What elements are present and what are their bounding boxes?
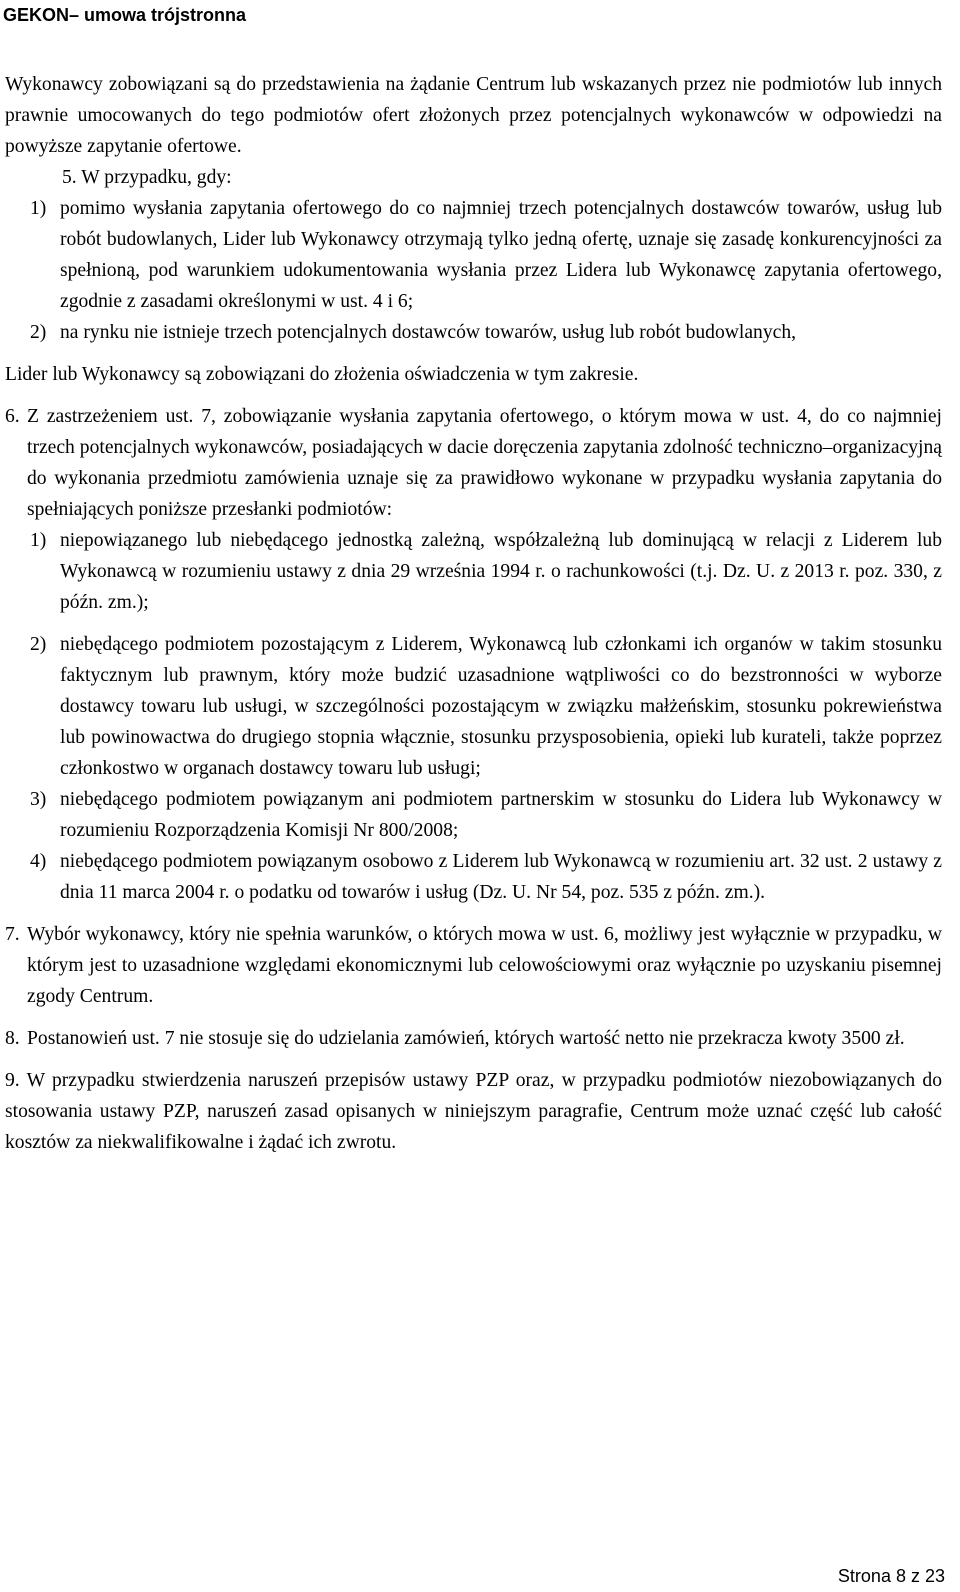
item-text: niebędącego podmiotem pozostającym z Liderem, Wykonawcą lub członkami ich organów w takim stosunku faktycznym lub prawnym, który może budzić uzasadnione wątpliwości co do bezstronności w wyborze dostawcy towaru lub usługi, w szczególności pozostającym w związku małżeńskim, stosunku pokrewieństwa lub powinowactwa do drugiego stopnia włącznie, stosunku przysposobienia, opieki lub kurateli, także poprzez członkostwo w organach dostawcy towaru lub usługi;: [60, 634, 942, 779]
item-number: 3): [30, 789, 47, 810]
item-text: pomimo wysłania zapytania ofertowego do co najmniej trzech potencjalnych dostawców towarów, usług lub robót budowlanych, Lider lub Wykonawcy otrzymają tylko jedną ofertę, uznaje się zasadę konkurencyjności za spełnioną, pod warunkiem udokumentowania wysłania przez Lidera lub Wykonawcę zapytania ofertowego, zgodnie z zasadami określonymi w ust. 4 i 6;: [60, 198, 942, 312]
paragraph-8: [5, 1023, 942, 1054]
paragraph-text: Wybór wykonawcy, który nie spełnia warunków, o których mowa w ust. 6, możliwy jest wyłącznie w przypadku, w którym jest to uzasadnione względami ekonomicznymi lub celowościowymi oraz wyłącznie po uzyskaniu pisemnej zgody Centrum.: [27, 924, 942, 1007]
paragraph-6: [5, 401, 942, 525]
document-body: [5, 69, 942, 1158]
paragraph-6-item-1: [5, 525, 942, 618]
item-text: niepowiązanego lub niebędącego jednostką zależną, współzależną lub dominującą w relacji z Liderem lub Wykonawcą w rozumieniu ustawy z dnia 29 września 1994 r. o rachunkowości (t.j. Dz. U. z 2013 r. poz. 330, z późn. zm.);: [60, 530, 942, 613]
paragraph-number: 6.: [5, 406, 20, 427]
paragraph-text: Z zastrzeżeniem ust. 7, zobowiązanie wysłania zapytania ofertowego, o którym mowa w ust. 4, do co najmniej trzech potencjalnych wykonawców, posiadających w dacie doręczenia zapytania zdolność techniczno–organizacyjną do wykonania przedmiotu zamówienia uznaje się za prawidłowo wykonane w przypadku wysłania zapytania do spełniających poniższe przesłanki podmiotów:: [27, 406, 942, 520]
paragraph-5-lead-text: W przypadku, gdy:: [81, 167, 232, 188]
paragraph-6-item-3: [5, 784, 942, 846]
item-text: niebędącego podmiotem powiązanym osobowo z Liderem lub Wykonawcą w rozumieniu art. 32 ust. 2 ustawy z dnia 11 marca 2004 r. o podatku od towarów i usług (Dz. U. Nr 54, poz. 535 z późn. zm.).: [60, 851, 942, 903]
paragraph-5-lead: [5, 162, 942, 193]
paragraph-5-item-1: [5, 193, 942, 317]
paragraph-6-item-2: [5, 629, 942, 784]
item-text: niebędącego podmiotem powiązanym ani podmiotem partnerskim w stosunku do Lidera lub Wykonawcy w rozumieniu Rozporządzenia Komisji Nr 800/2008;: [60, 789, 942, 841]
paragraph-7: [5, 919, 942, 1012]
paragraph-number: 9.: [5, 1070, 20, 1091]
paragraph-5-closing: Lider lub Wykonawcy są zobowiązani do złożenia oświadczenia w tym zakresie.: [5, 364, 639, 385]
item-text: na rynku nie istnieje trzech potencjalnych dostawców towarów, usług lub robót budowlanych,: [60, 322, 797, 343]
item-number: 1): [30, 198, 47, 219]
paragraph-number: 7.: [5, 924, 20, 945]
document-header-title: GEKON– umowa trójstronna: [3, 5, 247, 25]
paragraph-5-item-2: [5, 317, 942, 348]
paragraph-intro: Wykonawcy zobowiązani są do przedstawienia na żądanie Centrum lub wskazanych przez nie podmiotów lub innych prawnie umocowanych do tego podmiotów ofert złożonych przez potencjalnych wykonawców w odpowiedzi na powyższe zapytanie ofertowe.: [5, 74, 942, 157]
item-number: 1): [30, 530, 47, 551]
paragraph-9: [5, 1065, 942, 1158]
item-number: 2): [30, 634, 47, 655]
paragraph-6-item-4: [5, 846, 942, 908]
page-number: Strona 8 z 23: [837, 1566, 945, 1586]
item-number: 2): [30, 322, 47, 343]
item-number: 4): [30, 851, 47, 872]
paragraph-text: W przypadku stwierdzenia naruszeń przepisów ustawy PZP oraz, w przypadku podmiotów niezobowiązanych do stosowania ustawy PZP, naruszeń zasad opisanych w niniejszym paragrafie, Centrum może uznać część lub całość kosztów za niekwalifikowalne i żądać ich zwrotu.: [5, 1070, 942, 1153]
paragraph-text: Postanowień ust. 7 nie stosuje się do udzielania zamówień, których wartość netto nie przekracza kwoty 3500 zł.: [27, 1028, 905, 1049]
paragraph-number: 8.: [5, 1028, 20, 1049]
paragraph-5-number: 5.: [62, 167, 77, 188]
